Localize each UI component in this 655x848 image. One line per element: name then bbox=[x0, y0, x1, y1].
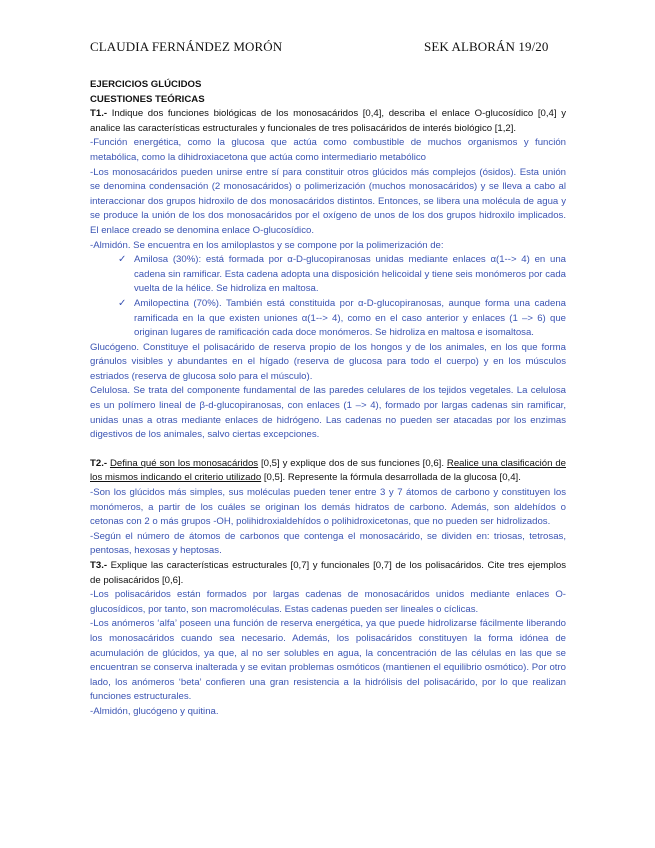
question-t2-part3: Realice una clasificación de los mismos indicando el criterio utilizado bbox=[90, 457, 566, 484]
question-t3-text: Explique las características estructurales [0,7] y funcionales [0,7] de los polisacáridos. Cite tres ejemplos de polisacáridos [0,6]. bbox=[90, 560, 566, 586]
answer-t1-o-glucosidic-bond: -Los monosacáridos pueden unirse entre sí para constituir otros glúcidos más complejos (ósidos). Esta unión se denomina condensación (2 monosacáridos) o polimerización (muchos monosacáridos) y se lleva a cabo al interaccionar dos grupos hidroxilo de dos monosacáridos distintos. Entonces, se libera una molécula de agua y se produce la unión de los dos monosacáridos por el oxígeno de unos de los dos grupos hidroxilo implicados. El enlace creado se denomina enlace O-glucosídico. bbox=[90, 166, 566, 236]
starch-components-list bbox=[90, 253, 566, 341]
header-author: CLAUDIA FERNÁNDEZ MORÓN bbox=[90, 39, 283, 54]
question-t1-text: Indique dos funciones biológicas de los monosacáridos [0,4], describa el enlace O-glucosídico [0,4] y analice las características estructurales y funcionales de tres polisacáridos de interés biológico [1,2]. bbox=[90, 108, 566, 134]
section-subtitle: CUESTIONES TEÓRICAS bbox=[90, 93, 205, 105]
answer-t3-examples: -Almidón, glucógeno y quitina. bbox=[90, 705, 219, 717]
check-icon: ✓ bbox=[118, 254, 127, 266]
list-item-text: Amilosa (30%): está formada por α-D-glucopiranosas unidas mediante enlaces α(1--> 4) en una cadena sin ramificar. Esta cadena adopta una disposición helicoidal y tiene seis monómeros por cada vuelta de la hélice. Se hidroliza en maltosa. bbox=[134, 254, 566, 295]
answer-t1-glycogen: Glucógeno. Constituye el polisacárido de reserva propio de los hongos y de los animales, en los que forma gránulos visibles y abundantes en el hígado (reserva de glucosa para todo el cuerpo) y en los músculos estriados (reserva de glucosa solo para el músculo). bbox=[90, 341, 566, 382]
document-body bbox=[90, 78, 566, 720]
question-t2-part1: Defina qué son los monosacáridos bbox=[109, 457, 259, 469]
answer-t2-classification: -Según el número de átomos de carbonos que contenga el monosacárido, se dividen en: triosas, tetrosas, pentosas, hexosas y heptosas. bbox=[90, 530, 566, 557]
question-t2-part4: [0,5]. Represente la fórmula desarrollada de la glucosa [0,4]. bbox=[261, 472, 521, 484]
document-title: EJERCICIOS GLÚCIDOS bbox=[90, 79, 202, 90]
spacer bbox=[90, 443, 566, 457]
question-t2-label: T2.- bbox=[90, 457, 108, 469]
question-t2 bbox=[90, 457, 566, 486]
list-item bbox=[118, 253, 566, 297]
question-t1 bbox=[90, 107, 566, 136]
question-t2-part2: [0,5] y explique dos de sus funciones [0,6]. bbox=[258, 457, 447, 469]
answer-t3-functions: -Los anómeros ‘alfa’ poseen una función de reserva energética, ya que puede hidrolizarse fácilmente liberando los monosacáridos cuando sea necesario. Además, los polisacáridos constituyen la forma idónea de acumulación de glúcidos, ya que, al no ser solubles en agua, la concentración de las células en las que se encuentran se conserva inalterada y se evitan problemas osmóticos (mantienen el equilibrio osmótico). Por otro lado, los anómeros ‘beta’ confieren una gran resistencia a la hidrólisis del polisacárido, por lo que realizan funciones estructurales. bbox=[90, 618, 566, 703]
answer-t1-functions: -Función energética, como la glucosa que actúa como combustible de muchos organismos y función metabólica, como la dihidroxiacetona que actúa como intermediario metabólico bbox=[90, 137, 566, 163]
answer-t1-starch: -Almidón. Se encuentra en los amiloplastos y se compone por la polimerización de: bbox=[90, 239, 444, 251]
list-item bbox=[118, 297, 566, 341]
header-school: SEK ALBORÁN 19/20 bbox=[424, 39, 549, 54]
question-t3-label: T3.- bbox=[90, 560, 108, 571]
check-icon: ✓ bbox=[118, 297, 127, 309]
question-t3 bbox=[90, 559, 566, 588]
question-t1-label: T1.- bbox=[90, 108, 108, 120]
answer-t3-structure: -Los polisacáridos están formados por largas cadenas de monosacáridos unidos mediante enlaces O-glucosídicos, por tanto, son macromoléculas. Estas cadenas pueden ser lineales o cíclicas. bbox=[90, 589, 566, 615]
list-item-text: Amilopectina (70%). También está constituida por α-D-glucopiranosas, aunque forma una cadena ramificada en la que existen uniones α(1--> 4), como en el caso anterior y enlaces (1 –> 6) que originan lugares de ramificación cada doce monómeros. Se hidroliza en maltosa e isomaltosa. bbox=[134, 297, 566, 339]
answer-t2-definition: -Son los glúcidos más simples, sus moléculas pueden tener entre 3 y 7 átomos de carbono y constituyen los monómeros, a partir de los cuáles se originan los demás hidratos de carbono. Además, son aldehídos o cetonas con 2 o más grupos -OH, polihidroxialdehídos o polihidroxicetonas, que no pueden ser hidrolizados. bbox=[90, 487, 566, 528]
answer-t1-cellulose: Celulosa. Se trata del componente fundamental de las paredes celulares de los tejidos vegetales. La celulosa es un polímero lineal de β-d-glucopiranosas, con enlaces (1 –> 4), formado por largas cadenas sin ramificar, unidas unas a otras mediante enlaces de hidrógeno. Las cadenas no pueden ser atacadas por los enzimas digestivos de los animales, salvo ciertas excepciones. bbox=[90, 385, 566, 441]
